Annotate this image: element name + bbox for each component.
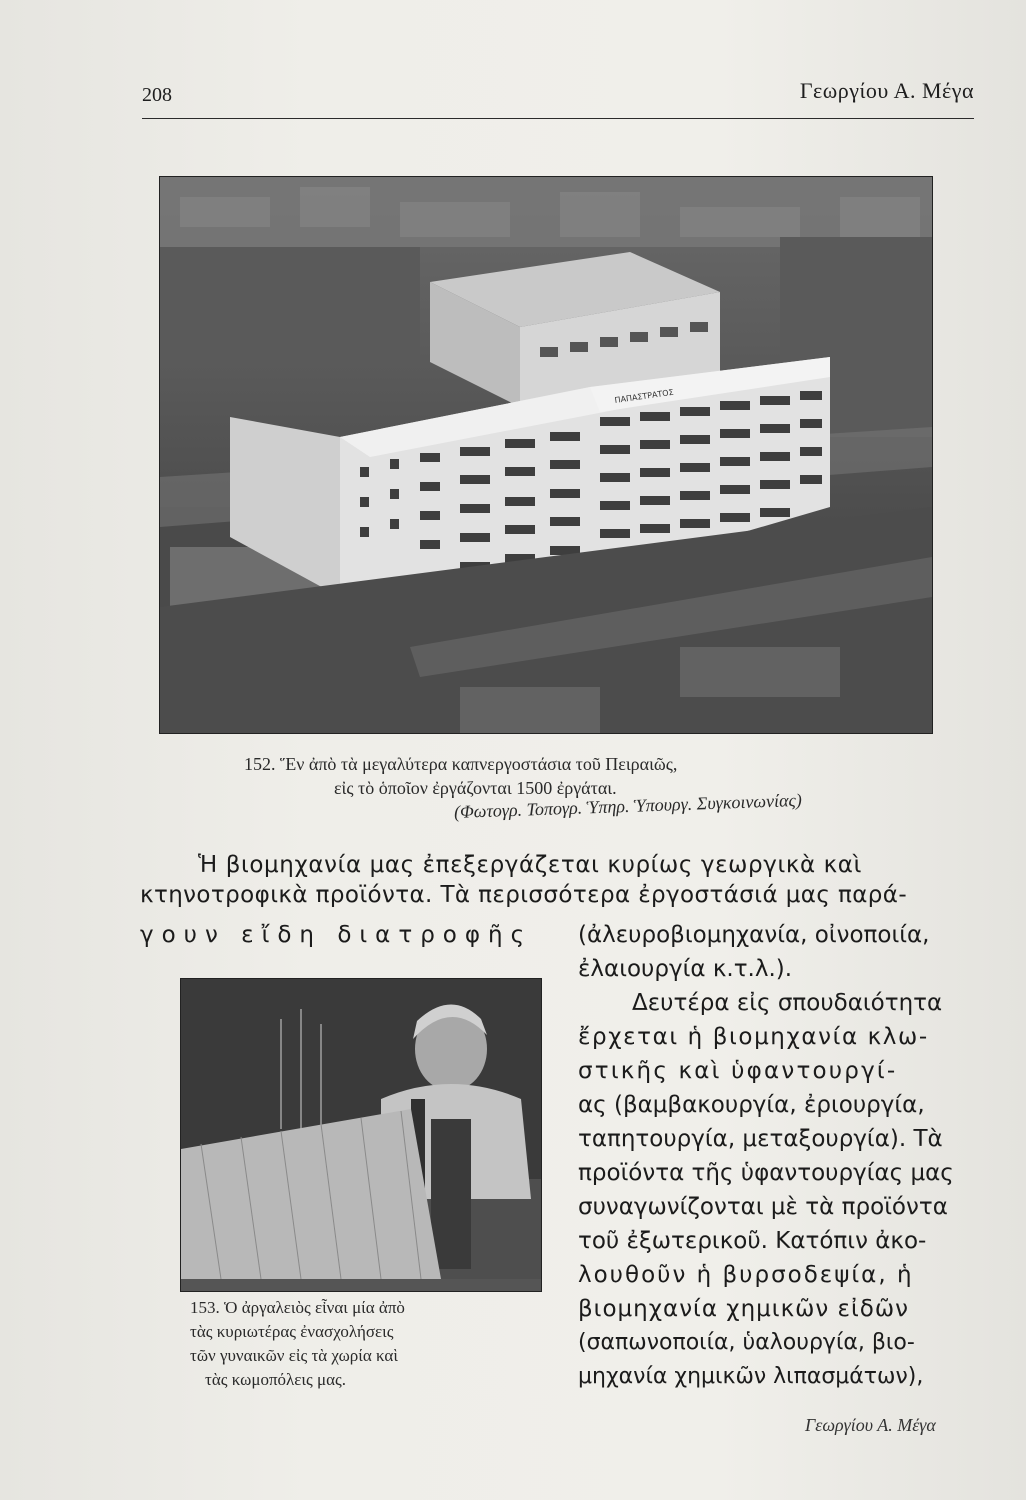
factory-photo [159,176,933,734]
page-header [142,78,974,114]
body-line: μηχανία χημικῶν λιπασμάτων), [578,1364,924,1389]
body-line: (ἀλευροβιομηχανία, οἰνοποιία, [578,922,930,948]
figure-152-caption [244,752,964,824]
caption-152-line2: εἰς τὸ ὁποῖον ἐργάζονται 1500 ἐργάται. [334,778,617,798]
body-line: γουν εἴδη διατροφῆς [140,922,533,948]
photo-credit: (Φωτογρ. Τοπογρ. Ὑπηρ. Ὑπουργ. Συγκοινωνίας) [453,789,803,822]
body-line: ἐλαιουργία κ.τ.λ.). [578,956,793,982]
body-line: ἔρχεται ἡ βιομηχανία κλω- [578,1024,929,1050]
weaver-photo [180,978,542,1292]
caption-153-line: 153. Ὁ ἀργαλειὸς εἶναι μία ἀπὸ [190,1298,405,1317]
body-line: (σαπωνοποιία, ὑαλουργία, βιο- [578,1330,915,1355]
body-line: στικῆς καὶ ὑφαντουργί- [578,1058,898,1084]
running-head: Γεωργίου Α. Μέγα [799,78,974,103]
body-line: βιομηχανία χημικῶν εἰδῶν [578,1296,909,1322]
body-line: ας (βαμβακουργία, ἐριουργία, [578,1092,925,1118]
body-line: τοῦ ἐξωτερικοῦ. Κατόπιν ἀκο- [578,1228,927,1254]
body-line: ταπητουργία, μεταξουργία). Τὰ [578,1126,943,1152]
caption-152-line1: 152. Ἕν ἀπὸ τὰ μεγαλύτερα καπνεργοστάσια τοῦ Πειραιῶς, [244,754,678,774]
body-line: Ἡ βιομηχανία μας ἐπεξεργάζεται κυρίως γεωργικὰ καὶ [198,852,862,878]
header-rule [142,118,974,119]
body-line: λουθοῦν ἡ βυρσοδεψία, ἡ [578,1262,914,1288]
footer-credit: Γεωργίου Α. Μέγα [805,1415,936,1435]
body-line: συναγωνίζονται μὲ τὰ προϊόντα [578,1194,948,1220]
caption-153-line: τῶν γυναικῶν εἰς τὰ χωρία καὶ [190,1346,398,1365]
page-number: 208 [142,84,172,106]
factory-sign: ΠΑΠΑΣΤΡΑΤΟΣ [614,387,675,405]
body-line: κτηνοτροφικὰ προϊόντα. Τὰ περισσότερα ἐργοστάσιά μας παρά- [140,882,908,908]
body-line: προϊόντα τῆς ὑφαντουργίας μας [578,1160,954,1186]
body-line: Δευτέρα εἰς σπουδαιότητα [632,990,943,1016]
caption-153-line: τὰς κυριωτέρας ἐνασχολήσεις [190,1322,394,1341]
caption-153-line: τὰς κωμοπόλεις μας. [205,1370,346,1389]
